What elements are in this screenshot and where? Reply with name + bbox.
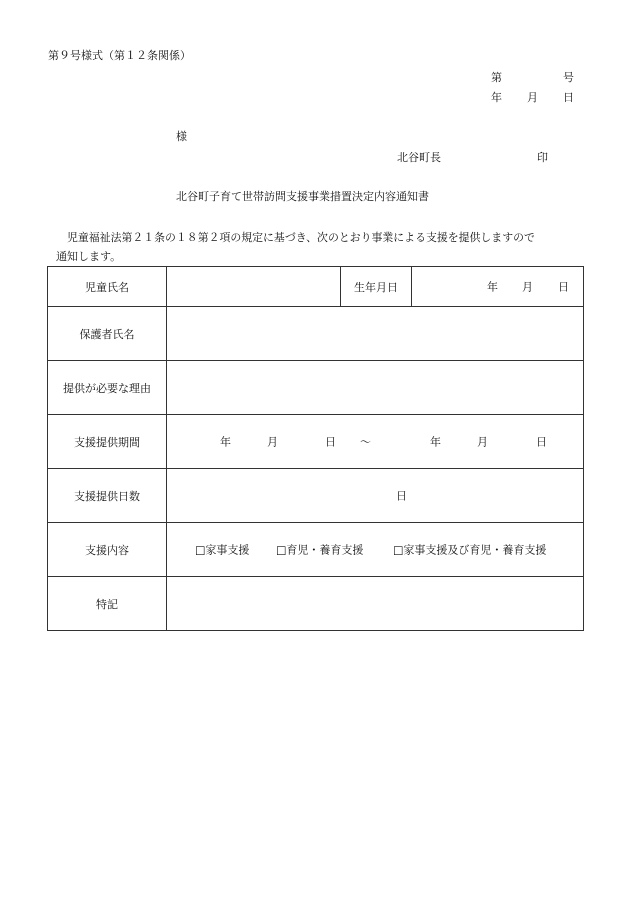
addressee-suffix: 様 [176,130,187,143]
option-housework-checkbox[interactable]: □家事支援 [195,543,250,556]
dob-value[interactable] [412,267,584,307]
child-name-value[interactable] [167,267,341,307]
dob-year: 年 [487,280,498,293]
row-days [48,469,584,523]
guardian-value[interactable] [167,307,584,361]
doc-date-day: 日 [563,91,574,104]
period-year-end: 年 [430,435,441,448]
days-label: 支援提供日数 [48,469,167,523]
reason-label: 提供が必要な理由 [48,361,167,415]
period-label: 支援提供期間 [48,415,167,469]
option-childcare-checkbox[interactable]: □育児・養育支援 [276,543,364,556]
remarks-value[interactable] [167,577,584,631]
period-day-start: 日 [325,435,336,448]
content-label: 支援内容 [48,523,167,577]
days-value[interactable] [167,469,584,523]
doc-date-year: 年 [491,91,502,104]
period-month-start: 月 [267,435,278,448]
period-day-end: 日 [536,435,547,448]
period-value[interactable] [167,415,584,469]
form-id: 第９号様式（第１２条関係） [48,49,191,62]
seal-mark: 印 [537,151,548,164]
remarks-label: 特記 [48,577,167,631]
doc-number-prefix: 第 [491,71,502,84]
period-month-end: 月 [477,435,488,448]
dob-month: 月 [522,280,533,293]
row-child-name [48,267,584,307]
issuer: 北谷町長 [397,151,441,164]
document-title: 北谷町子育て世帯訪問支援事業措置決定内容通知書 [176,190,429,203]
body-text-line2: 通知します。 [56,250,122,263]
doc-date-month: 月 [527,91,538,104]
days-unit: 日 [396,489,407,502]
row-content [48,523,584,577]
guardian-label: 保護者氏名 [48,307,167,361]
dob-day: 日 [558,280,569,293]
period-year-start: 年 [220,435,231,448]
row-period [48,415,584,469]
option-both-checkbox[interactable]: □家事支援及び育児・養育支援 [393,543,547,556]
row-guardian [48,307,584,361]
doc-number-suffix: 号 [563,71,574,84]
reason-value[interactable] [167,361,584,415]
row-reason [48,361,584,415]
period-separator: ～ [360,435,371,448]
content-value [167,523,584,577]
row-remarks [48,577,584,631]
notification-table [47,266,584,631]
dob-label: 生年月日 [341,267,412,307]
body-text-line1: 児童福祉法第２１条の１８第２項の規定に基づき、次のとおり事業による支援を提供しますので [67,231,535,244]
child-name-label: 児童氏名 [48,267,167,307]
